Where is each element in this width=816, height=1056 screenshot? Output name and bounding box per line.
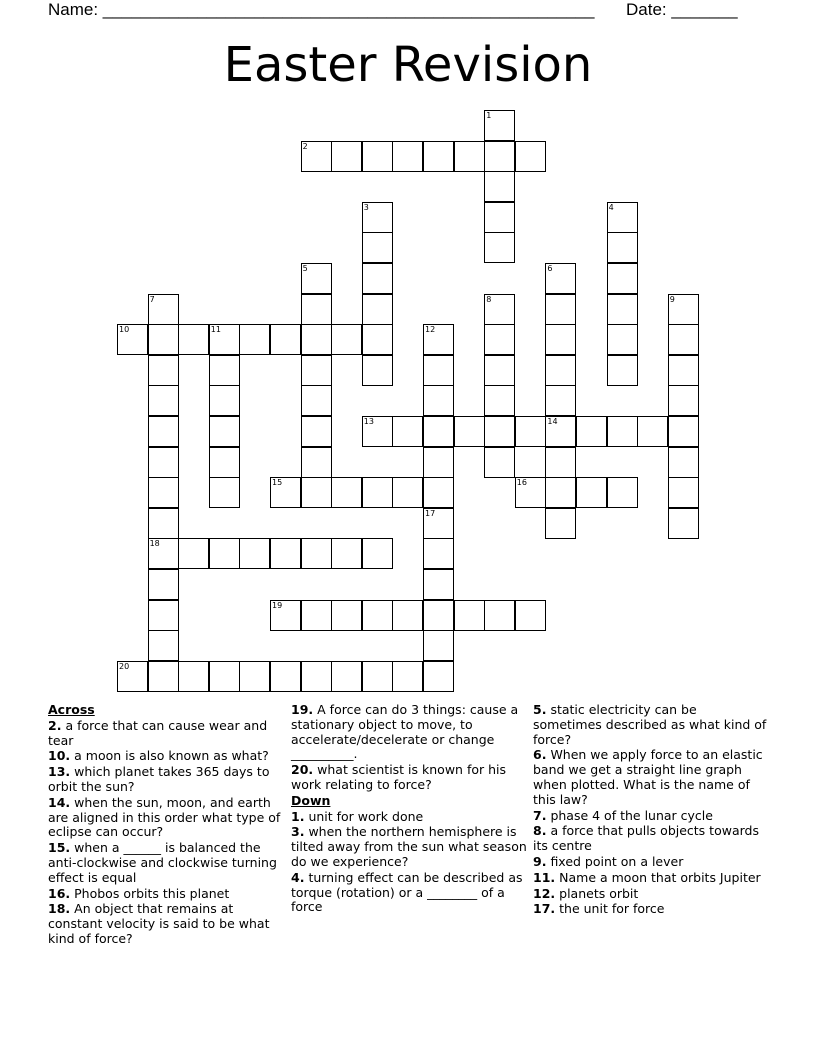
clue-column-1 [48, 702, 284, 947]
grid-cell[interactable] [484, 355, 515, 386]
grid-cell[interactable] [607, 324, 638, 355]
grid-cell[interactable] [239, 661, 270, 692]
clue-item [533, 855, 769, 870]
grid-cell[interactable] [668, 355, 699, 386]
grid-cell[interactable] [301, 661, 332, 692]
clue-item [291, 763, 527, 793]
clue-item-text: Phobos orbits this planet [74, 885, 230, 901]
grid-cell[interactable] [668, 447, 699, 478]
grid-cell[interactable] [545, 324, 576, 355]
clue-item [48, 765, 284, 795]
clue-item-number: 11. [533, 869, 556, 885]
clue-number-13: 13 [363, 417, 374, 426]
clue-item-number: 6. [533, 747, 547, 763]
grid-cell[interactable] [423, 416, 454, 447]
grid-cell[interactable] [209, 385, 240, 416]
grid-cell[interactable] [209, 416, 240, 447]
grid-cell[interactable] [545, 447, 576, 478]
grid-cell[interactable] [148, 600, 179, 631]
clue-item [533, 871, 769, 886]
grid-cell[interactable] [331, 661, 362, 692]
clue-item-text: A force can do 3 things: cause a stationary object to move, to accelerate/decelerate or change __________. [291, 702, 519, 762]
grid-cell[interactable] [423, 355, 454, 386]
clue-item-text: which planet takes 365 days to orbit the sun? [48, 764, 270, 794]
clue-item-text: static electricity can be sometimes described as what kind of force? [533, 702, 767, 747]
clue-item-text: what scientist is known for his work relating to force? [291, 762, 507, 792]
clue-item-number: 7. [533, 807, 547, 823]
clue-item-text: a force that pulls objects towards its centre [533, 823, 759, 854]
clue-item-number: 15. [48, 840, 71, 856]
grid-cell[interactable] [270, 661, 301, 692]
clue-column-3 [533, 702, 769, 917]
clue-number-18: 18 [149, 539, 160, 549]
grid-cell[interactable] [668, 416, 699, 447]
grid-cell[interactable] [148, 630, 179, 661]
clue-item-text: unit for work done [308, 808, 424, 824]
grid-cell[interactable] [545, 263, 576, 294]
grid-cell[interactable] [668, 385, 699, 416]
clue-item-number: 14. [48, 794, 71, 810]
grid-cell[interactable] [515, 416, 546, 447]
grid-cell[interactable] [362, 263, 393, 294]
grid-cell[interactable] [545, 355, 576, 386]
grid-cell[interactable] [148, 447, 179, 478]
clue-number-16: 16 [516, 478, 527, 488]
grid-cell[interactable] [209, 477, 240, 508]
grid-cell[interactable] [484, 232, 515, 263]
grid-cell[interactable] [301, 385, 332, 416]
grid-cell[interactable] [331, 141, 362, 172]
clue-item [291, 825, 527, 869]
clue-item-text: planets orbit [559, 885, 639, 901]
clue-item-number: 12. [533, 885, 556, 901]
clue-number-7: 7 [149, 294, 155, 304]
grid-cell[interactable] [392, 416, 423, 447]
grid-cell[interactable] [423, 508, 454, 539]
grid-cell[interactable] [484, 416, 515, 447]
clue-number-12: 12 [425, 325, 436, 335]
grid-cell[interactable] [362, 355, 393, 386]
grid-cell[interactable] [362, 661, 393, 692]
clue-item-number: 17. [533, 901, 556, 917]
clue-item [533, 809, 769, 824]
clue-item-text: the unit for force [559, 901, 665, 917]
clue-number-4: 4 [608, 202, 614, 212]
grid-cell[interactable] [423, 324, 454, 355]
grid-cell[interactable] [392, 477, 423, 508]
grid-cell[interactable] [454, 141, 485, 172]
across-heading: Across [48, 702, 95, 717]
grid-cell[interactable] [423, 600, 454, 631]
grid-cell[interactable] [607, 263, 638, 294]
clue-item-number: 18. [48, 901, 71, 917]
grid-cell[interactable] [270, 477, 301, 508]
clue-item-number: 4. [291, 869, 305, 885]
clue-number-14: 14 [547, 417, 558, 426]
grid-cell[interactable] [301, 355, 332, 386]
grid-cell[interactable] [423, 385, 454, 416]
grid-cell[interactable] [270, 538, 301, 569]
page-title: Easter Revision [223, 37, 593, 93]
clue-item [533, 748, 769, 807]
grid-cell[interactable] [454, 416, 485, 447]
grid-cell[interactable] [301, 477, 332, 508]
grid-cell[interactable] [607, 416, 638, 447]
grid-cell[interactable] [362, 477, 393, 508]
grid-cell[interactable] [545, 508, 576, 539]
grid-cell[interactable] [392, 600, 423, 631]
clue-number-20: 20 [119, 661, 130, 671]
clue-item [291, 871, 527, 915]
grid-cell[interactable] [209, 324, 240, 355]
grid-cell[interactable] [301, 294, 332, 325]
clue-number-3: 3 [363, 202, 369, 212]
clue-number-1: 1 [486, 111, 492, 120]
grid-cell[interactable] [362, 416, 393, 447]
grid-cell[interactable] [148, 416, 179, 447]
clue-item-text: turning effect can be described as torque (rotation) or a ________ of a force [291, 869, 523, 915]
grid-cell[interactable] [484, 202, 515, 233]
grid-cell[interactable] [362, 294, 393, 325]
clue-item-text: When we apply force to an elastic band we get a straight line graph when plotted. What is the name of this law? [533, 747, 763, 807]
grid-cell[interactable] [545, 294, 576, 325]
clue-item-number: 3. [291, 824, 305, 840]
grid-cell[interactable] [331, 538, 362, 569]
clue-item-text: when the sun, moon, and earth are aligned in this order what type of eclipse can occur? [48, 794, 281, 840]
grid-cell[interactable] [148, 324, 179, 355]
grid-cell[interactable] [392, 141, 423, 172]
clue-item [533, 703, 769, 747]
clue-item-number: 9. [533, 853, 547, 869]
grid-cell[interactable] [209, 661, 240, 692]
grid-cell[interactable] [301, 141, 332, 172]
clue-number-10: 10 [119, 325, 130, 335]
grid-cell[interactable] [331, 477, 362, 508]
date-field[interactable]: Date: _______ [626, 0, 738, 19]
grid-cell[interactable] [515, 600, 546, 631]
grid-cell[interactable] [423, 141, 454, 172]
grid-cell[interactable] [148, 538, 179, 569]
grid-cell[interactable] [301, 538, 332, 569]
grid-cell[interactable] [423, 569, 454, 600]
clue-item [48, 796, 284, 840]
grid-cell[interactable] [362, 538, 393, 569]
grid-cell[interactable] [607, 202, 638, 233]
clue-item [48, 841, 284, 885]
clue-item [48, 719, 284, 749]
grid-cell[interactable] [362, 141, 393, 172]
grid-cell[interactable] [545, 385, 576, 416]
grid-cell[interactable] [362, 600, 393, 631]
clue-item [533, 824, 769, 854]
grid-cell[interactable] [270, 324, 301, 355]
grid-cell[interactable] [484, 385, 515, 416]
clue-item-text: when a ______ is balanced the anti-clockwise and clockwise turning effect is equal [48, 840, 277, 885]
clue-item [533, 887, 769, 902]
clue-number-11: 11 [210, 325, 221, 335]
grid-cell[interactable] [576, 477, 607, 508]
clue-item-number: 13. [48, 764, 71, 780]
clue-number-6: 6 [547, 264, 553, 273]
grid-cell[interactable] [484, 171, 515, 202]
clue-item-text: An object that remains at constant velocity is said to be what kind of force? [48, 901, 270, 946]
grid-cell[interactable] [148, 294, 179, 325]
grid-cell[interactable] [331, 600, 362, 631]
grid-cell[interactable] [209, 355, 240, 386]
grid-cell[interactable] [484, 447, 515, 478]
clue-item [291, 703, 527, 762]
grid-cell[interactable] [148, 385, 179, 416]
clue-item-text: when the northern hemisphere is tilted away from the sun what season do we experience? [291, 824, 527, 869]
grid-cell[interactable] [484, 324, 515, 355]
name-field[interactable]: Name: ____________________________________________________ [48, 0, 595, 19]
clue-number-17: 17 [425, 508, 436, 518]
grid-cell[interactable] [301, 447, 332, 478]
grid-cell[interactable] [148, 569, 179, 600]
clue-item-text: a moon is also known as what? [74, 748, 269, 764]
clue-item-number: 1. [291, 808, 305, 824]
grid-cell[interactable] [668, 324, 699, 355]
grid-cell[interactable] [148, 508, 179, 539]
grid-cell[interactable] [545, 477, 576, 508]
clue-item-number: 20. [291, 762, 314, 778]
grid-cell[interactable] [668, 508, 699, 539]
grid-cell[interactable] [362, 202, 393, 233]
clue-number-5: 5 [302, 264, 308, 273]
clue-item-number: 19. [291, 702, 314, 717]
clue-item [48, 749, 284, 764]
grid-cell[interactable] [148, 355, 179, 386]
clue-number-19: 19 [272, 600, 283, 610]
grid-cell[interactable] [484, 600, 515, 631]
clue-item-number: 2. [48, 717, 62, 733]
grid-cell[interactable] [515, 477, 546, 508]
grid-cell[interactable] [607, 477, 638, 508]
clue-item-number: 16. [48, 885, 71, 901]
clue-column-2 [291, 702, 527, 915]
clue-item-number: 5. [533, 702, 547, 717]
grid-cell[interactable] [331, 324, 362, 355]
grid-cell[interactable] [607, 232, 638, 263]
grid-cell[interactable] [301, 324, 332, 355]
grid-cell[interactable] [117, 661, 148, 692]
grid-cell[interactable] [178, 661, 209, 692]
grid-cell[interactable] [423, 447, 454, 478]
grid-cell[interactable] [454, 600, 485, 631]
clue-number-15: 15 [272, 478, 283, 488]
grid-cell[interactable] [607, 355, 638, 386]
grid-cell[interactable] [209, 447, 240, 478]
clue-item [533, 902, 769, 917]
grid-cell[interactable] [301, 600, 332, 631]
grid-cell[interactable] [484, 110, 515, 141]
grid-cell[interactable] [423, 477, 454, 508]
grid-cell[interactable] [148, 661, 179, 692]
grid-cell[interactable] [423, 538, 454, 569]
clue-item [48, 902, 284, 946]
clue-item-text: a force that can cause wear and tear [48, 717, 268, 748]
grid-cell[interactable] [576, 416, 607, 447]
grid-cell[interactable] [362, 232, 393, 263]
clue-item [291, 810, 527, 825]
grid-cell[interactable] [178, 324, 209, 355]
clue-number-8: 8 [486, 294, 492, 304]
grid-cell[interactable] [362, 324, 393, 355]
clue-number-9: 9 [669, 294, 675, 304]
clue-item-text: fixed point on a lever [550, 853, 684, 869]
grid-cell[interactable] [209, 538, 240, 569]
clue-item [48, 887, 284, 902]
clue-item-number: 8. [533, 823, 547, 839]
grid-cell[interactable] [239, 538, 270, 569]
grid-cell[interactable] [270, 600, 301, 631]
grid-cell[interactable] [178, 538, 209, 569]
grid-cell[interactable] [301, 263, 332, 294]
grid-cell[interactable] [515, 141, 546, 172]
clue-item-number: 10. [48, 748, 71, 764]
grid-cell[interactable] [668, 477, 699, 508]
clue-item-text: Name a moon that orbits Jupiter [559, 869, 761, 885]
grid-cell[interactable] [545, 416, 576, 447]
grid-cell[interactable] [484, 294, 515, 325]
grid-cell[interactable] [423, 661, 454, 692]
down-heading: Down [291, 792, 331, 808]
grid-cell[interactable] [637, 416, 668, 447]
clue-number-2: 2 [302, 141, 308, 151]
grid-cell[interactable] [392, 661, 423, 692]
grid-cell[interactable] [117, 324, 148, 355]
grid-cell[interactable] [148, 477, 179, 508]
grid-cell[interactable] [301, 416, 332, 447]
grid-cell[interactable] [668, 294, 699, 325]
grid-cell[interactable] [484, 141, 515, 172]
grid-cell[interactable] [423, 630, 454, 661]
grid-cell[interactable] [239, 324, 270, 355]
clue-item-text: phase 4 of the lunar cycle [550, 807, 713, 823]
grid-cell[interactable] [607, 294, 638, 325]
